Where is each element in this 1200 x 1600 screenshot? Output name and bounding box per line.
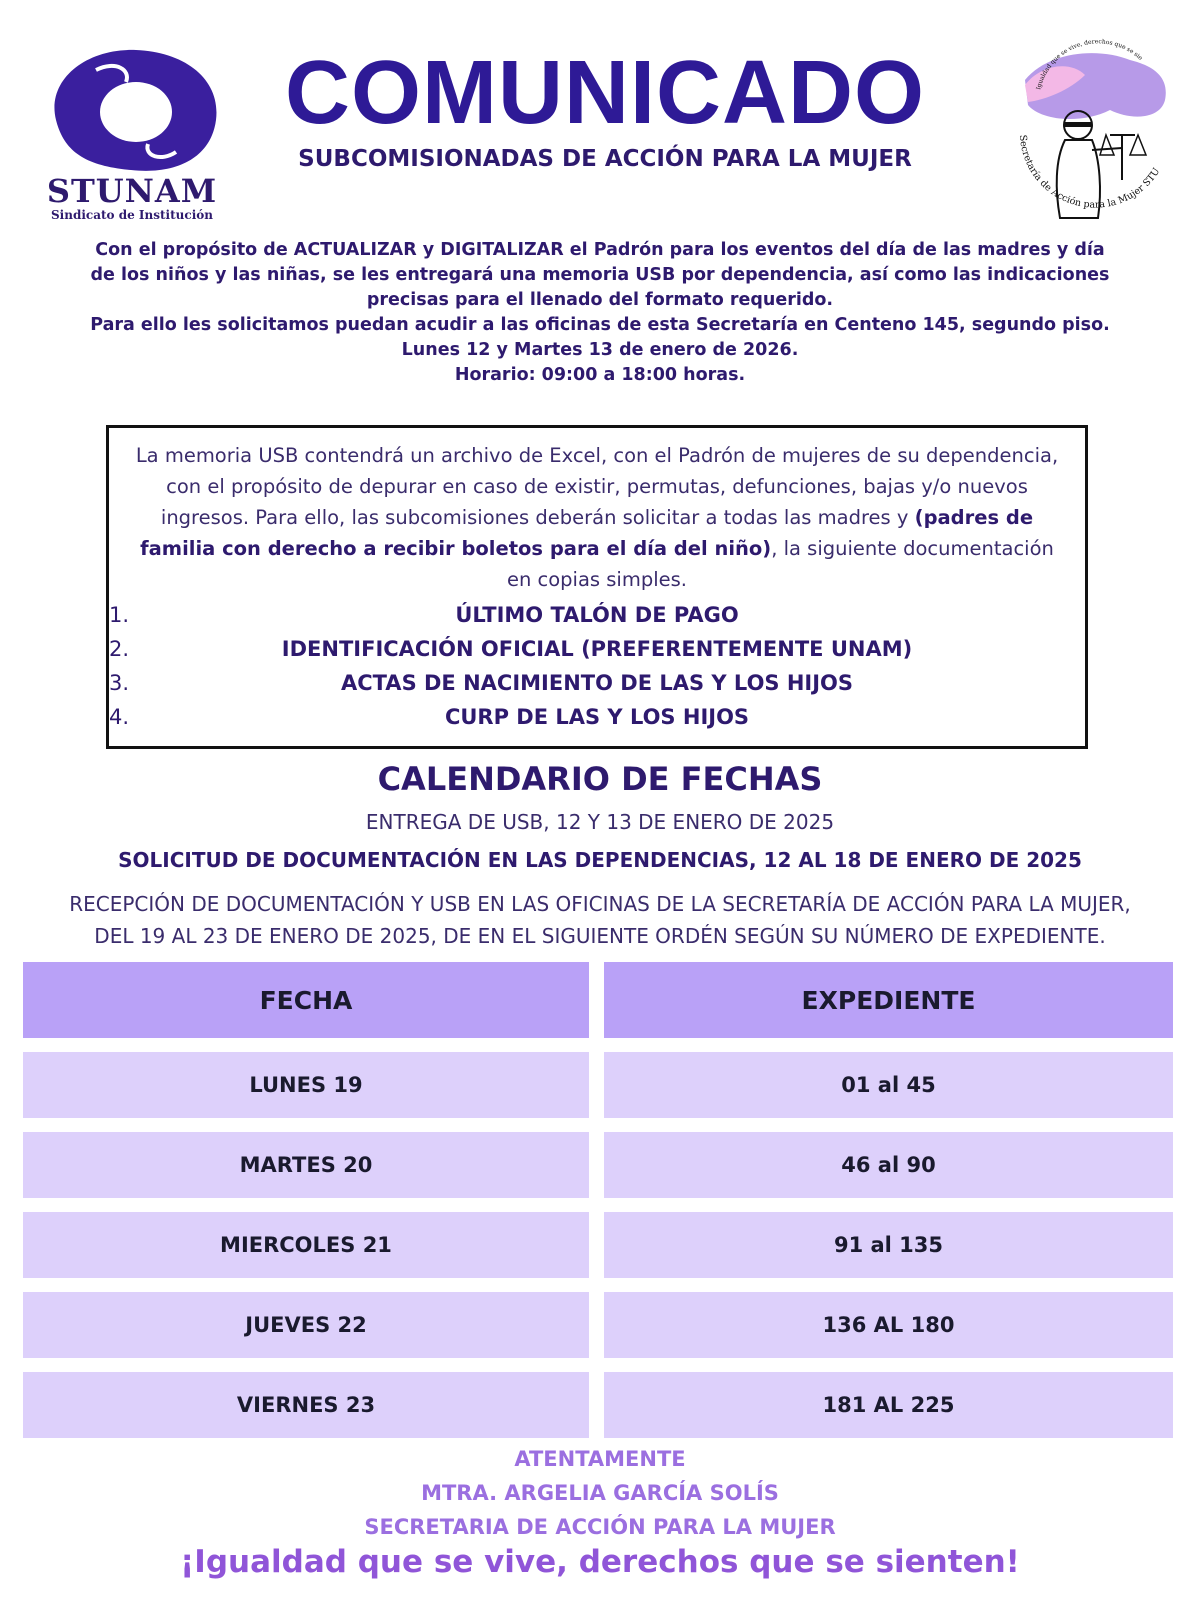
table-cell-fecha: MARTES 20: [23, 1132, 589, 1198]
table-cell-fecha: JUEVES 22: [23, 1292, 589, 1358]
list-item-text: ACTAS DE NACIMIENTO DE LAS Y LOS HIJOS: [340, 671, 854, 695]
signature-role: SECRETARIA DE ACCIÓN PARA LA MUJER: [364, 1515, 836, 1539]
org-name: STUNAM: [46, 172, 218, 210]
intro-text: [90, 238, 1110, 388]
table-header-fecha: FECHA: [23, 962, 589, 1038]
org-subtitle: Sindicato de Institución: [51, 208, 213, 222]
list-item: [109, 603, 1085, 637]
calendar-title: CALENDARIO DE FECHAS: [377, 760, 823, 798]
motto: ¡Igualdad que se vive, derechos que se sienten!: [180, 1544, 1020, 1580]
table-cell-fecha: MIERCOLES 21: [23, 1212, 589, 1278]
intro-date: Lunes 12 y Martes 13 de enero de 2026.: [401, 340, 799, 360]
page-title: COMUNICADO: [285, 43, 925, 143]
table-cell-expediente: 91 al 135: [604, 1212, 1173, 1278]
table-cell-expediente: 181 AL 225: [604, 1372, 1173, 1438]
logo-arc-bottom-text: Secretaría de Acción para la Mujer STU: [1016, 134, 1163, 211]
list-item-number: 4.: [109, 705, 130, 729]
secretaria-logo: [1010, 30, 1180, 230]
list-item-text: ÚLTIMO TALÓN DE PAGO: [455, 603, 739, 627]
signature-closing: ATENTAMENTE: [514, 1447, 686, 1471]
info-box-text: [129, 440, 1065, 595]
intro-schedule: Horario: 09:00 a 18:00 horas.: [454, 365, 746, 385]
signature-name: MTRA. ARGELIA GARCÍA SOLÍS: [421, 1481, 779, 1505]
list-item-number: 2.: [109, 637, 130, 661]
table-cell-expediente: 01 al 45: [604, 1052, 1173, 1118]
stunam-emblem-icon: [36, 40, 226, 180]
list-item-text: IDENTIFICACIÓN OFICIAL (PREFERENTEMENTE UNAM): [281, 637, 913, 661]
justice-statue-icon: [1010, 30, 1180, 230]
page-subtitle: SUBCOMISIONADAS DE ACCIÓN PARA LA MUJER: [298, 146, 912, 172]
info-text-b: , la siguiente documentación en copias simples.: [506, 537, 1054, 591]
intro-paragraph-2: Para ello les solicitamos puedan acudir a las oficinas de esta Secretaría en Centeno 145, segundo piso.: [90, 315, 1110, 335]
list-item-number: 3.: [109, 671, 130, 695]
calendar-usb-delivery: ENTREGA DE USB, 12 Y 13 DE ENERO DE 2025: [365, 810, 835, 834]
list-item-text: CURP DE LAS Y LOS HIJOS: [444, 705, 750, 729]
calendar-document-request: SOLICITUD DE DOCUMENTACIÓN EN LAS DEPENDENCIAS, 12 AL 18 DE ENERO DE 2025: [118, 848, 1082, 872]
intro-paragraph-1: Con el propósito de ACTUALIZAR y DIGITALIZAR el Padrón para los eventos del día de las madres y día de los niños y las niñas, se les entregará una memoria USB por dependencia, así como las indicaciones precisas para el llenado del formato requerido.: [90, 240, 1110, 310]
list-item: [109, 705, 1085, 739]
list-item: [109, 671, 1085, 705]
info-text-bold: (padres de familia con derecho a recibir boletos para el día del niño): [140, 506, 1034, 560]
info-text-a: La memoria USB contendrá un archivo de Excel, con el Padrón de mujeres de su dependencia, con el propósito de depurar en caso de existir, permutas, defunciones, bajas y/o nuevos ingresos. Para ello, las subcomisiones deberán solicitar a todas las madres y: [135, 444, 1059, 529]
table-cell-expediente: 46 al 90: [604, 1132, 1173, 1198]
calendar-reception-line-1: RECEPCIÓN DE DOCUMENTACIÓN Y USB EN LAS OFICINAS DE LA SECRETARÍA DE ACCIÓN PARA LA MUJER,: [69, 892, 1131, 916]
table-header-expediente: EXPEDIENTE: [604, 962, 1173, 1038]
list-item: [109, 637, 1085, 671]
info-box: [106, 425, 1088, 749]
list-item-number: 1.: [109, 603, 130, 627]
calendar-reception-line-2: DEL 19 AL 23 DE ENERO DE 2025, DE EN EL SIGUIENTE ORDÉN SEGÚN SU NÚMERO DE EXPEDIENTE.: [94, 924, 1106, 948]
stunam-logo: [36, 40, 226, 230]
calendar-reception: [10, 888, 1190, 952]
table-cell-expediente: 136 AL 180: [604, 1292, 1173, 1358]
requirements-list: [109, 603, 1085, 739]
logo-arc-top-text: Igualdad que se vive, derechos que se sie: [1035, 38, 1144, 91]
table-cell-fecha: LUNES 19: [23, 1052, 589, 1118]
table-cell-fecha: VIERNES 23: [23, 1372, 589, 1438]
